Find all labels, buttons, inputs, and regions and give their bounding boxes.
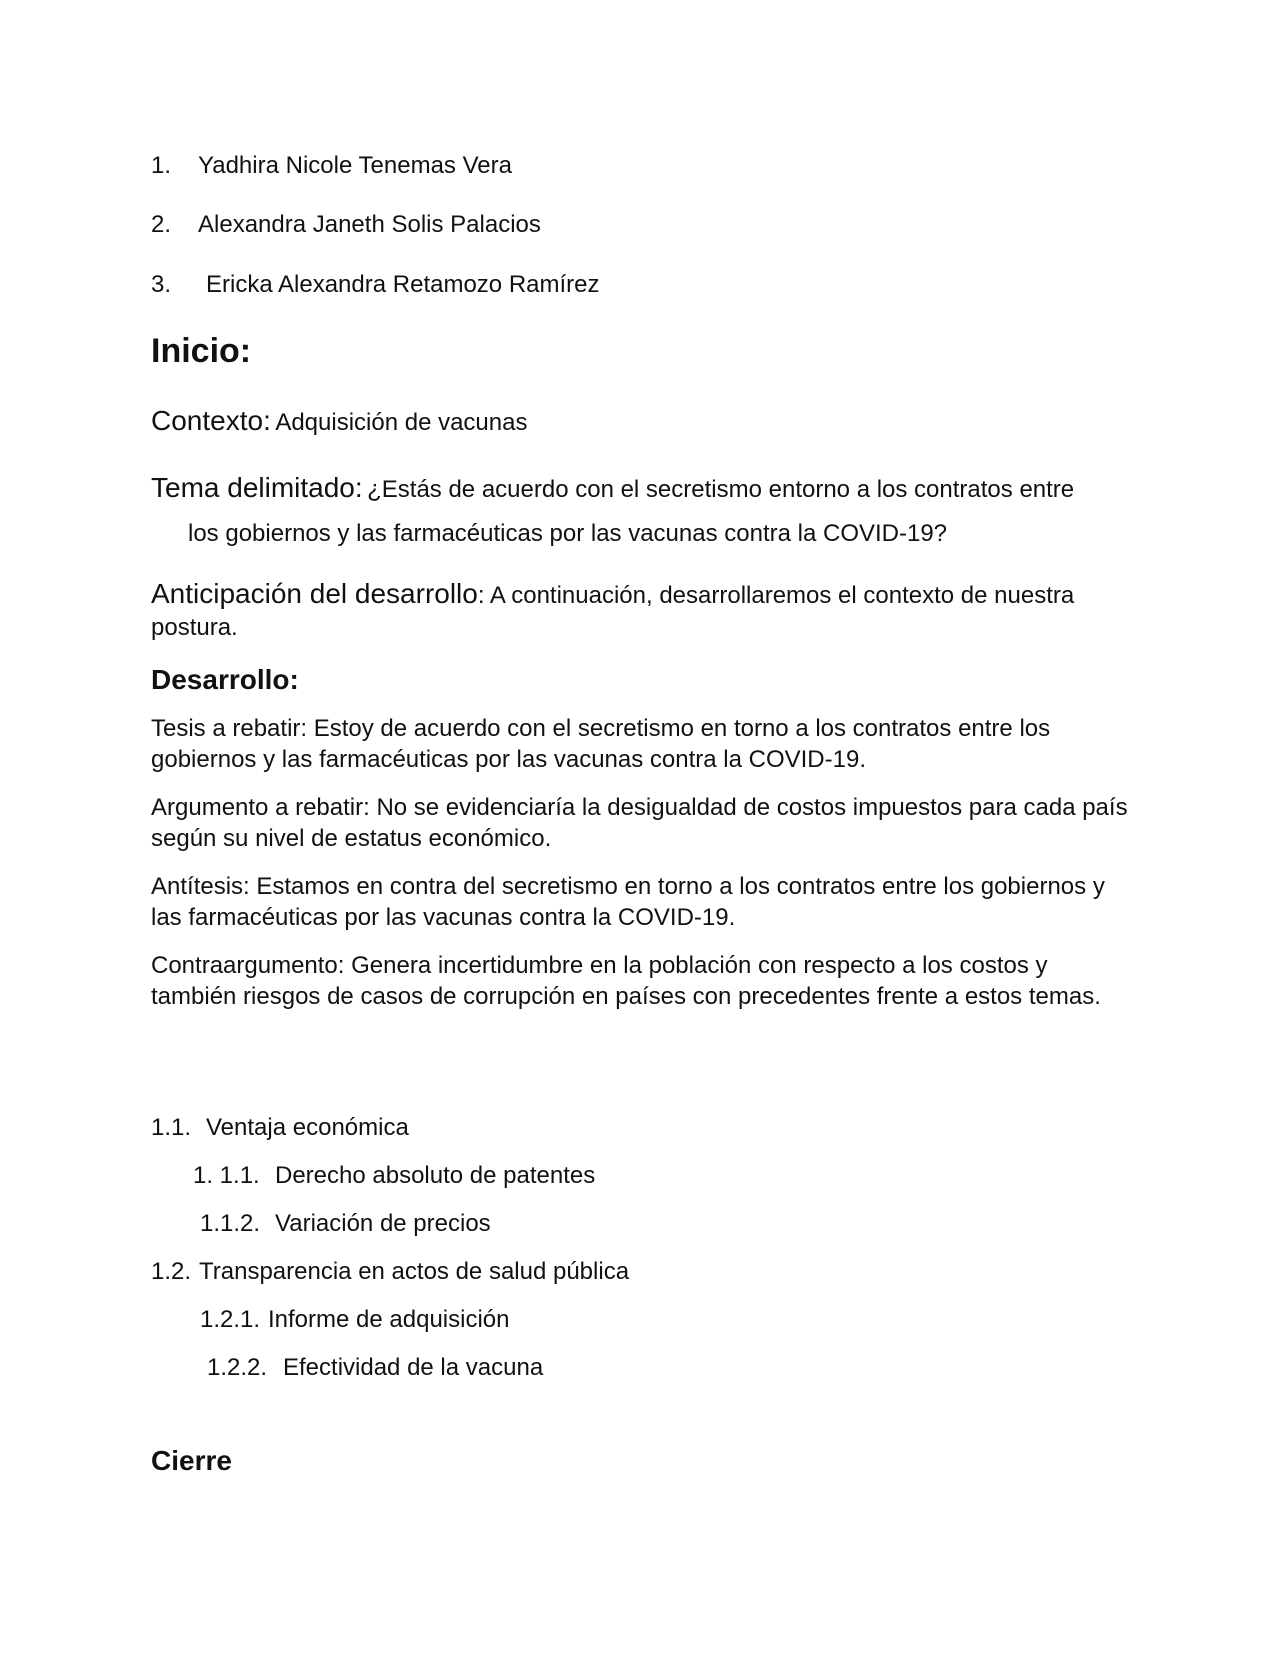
tema-value-line1: ¿Estás de acuerdo con el secretismo entorno a los contratos entre <box>367 476 1075 503</box>
paragraph-argumento: Argumento a rebatir: No se evidenciaría la desigualdad de costos impuestos para cada país según su nivel de estatus económico. <box>151 794 1128 852</box>
author-number: 2. <box>151 211 172 238</box>
contexto-label: Contexto: <box>151 405 271 436</box>
outline-number: 1.2.1. <box>200 1306 261 1333</box>
outline-text: Transparencia en actos de salud pública <box>199 1258 630 1285</box>
outline-number: 1.1.2. <box>200 1210 261 1237</box>
outline-number: 1.1. <box>151 1114 192 1141</box>
section-heading-inicio: Inicio: <box>151 332 252 370</box>
outline-number: 1. 1.1. <box>193 1162 260 1189</box>
anticipacion-paragraph <box>151 578 1131 644</box>
paragraph-tesis: Tesis a rebatir: Estoy de acuerdo con el secretismo en torno a los contratos entre los gobiernos y las farmacéuticas por las vacunas contra la COVID-19. <box>151 715 1051 773</box>
contexto-line <box>151 407 527 435</box>
contexto-value: Adquisición de vacunas <box>275 409 528 436</box>
paragraph-antitesis: Antítesis: Estamos en contra del secretismo en torno a los contratos entre los gobiernos y las farmacéuticas por las vacunas contra la COVID-19. <box>151 873 1105 931</box>
outline-text: Efectividad de la vacuna <box>283 1354 544 1381</box>
outline-text: Derecho absoluto de patentes <box>275 1162 596 1189</box>
outline-text: Informe de adquisición <box>268 1306 510 1333</box>
outline-number: 1.2. <box>151 1258 192 1285</box>
author-name: Ericka Alexandra Retamozo Ramírez <box>206 271 600 298</box>
outline-text: Ventaja económica <box>206 1114 409 1141</box>
anticipacion-value: : A continuación, desarrollaremos el contexto de nuestra postura. <box>151 582 1075 641</box>
tema-line-1 <box>151 474 1074 502</box>
author-name: Alexandra Janeth Solis Palacios <box>198 211 541 238</box>
tema-label: Tema delimitado: <box>151 472 363 503</box>
author-name: Yadhira Nicole Tenemas Vera <box>198 152 512 179</box>
section-heading-cierre: Cierre <box>151 1445 232 1476</box>
author-number: 3. <box>151 271 172 298</box>
outline-text: Variación de precios <box>275 1210 491 1237</box>
section-heading-desarrollo: Desarrollo: <box>151 664 299 695</box>
outline-number: 1.2.2. <box>207 1354 268 1381</box>
paragraph-contraargumento: Contraargumento: Genera incertidumbre en la población con respecto a los costos y también riesgos de casos de corrupción en países con precedentes frente a estos temas. <box>151 952 1101 1010</box>
anticipacion-label: Anticipación del desarrollo <box>151 578 478 609</box>
author-number: 1. <box>151 152 172 179</box>
tema-value-line2: los gobiernos y las farmacéuticas por las vacunas contra la COVID-19? <box>188 520 948 547</box>
